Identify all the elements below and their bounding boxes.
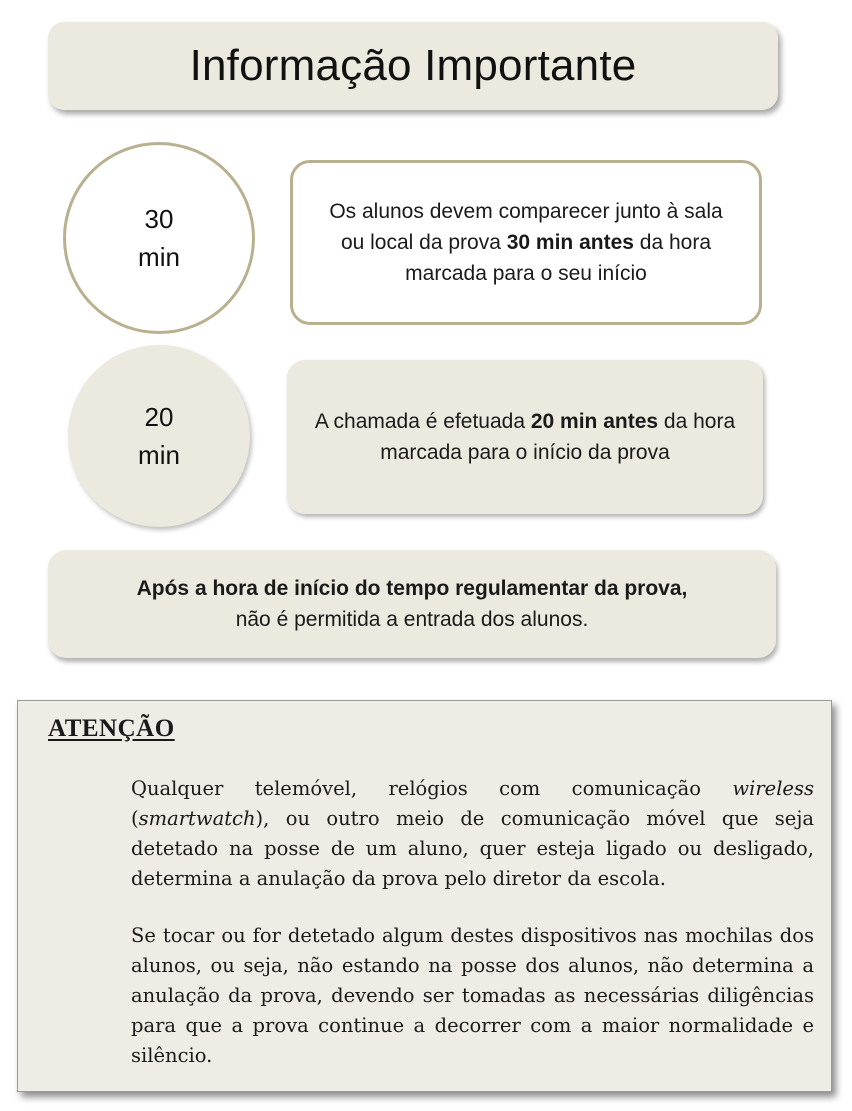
att-p1-a: Qualquer telemóvel, relógios com comunicação [131, 777, 733, 800]
att-p1-c: ), ou outro meio de comunicação móvel que seja detetado na posse de um aluno, quer esteja ligado ou desligado, determina a anulação da prova pelo diretor da escola. [131, 807, 814, 890]
info-30-bold: 30 min antes [506, 231, 634, 254]
attention-box [17, 700, 832, 1092]
circle-30-unit: min [138, 242, 180, 272]
circle-20-unit: min [138, 440, 180, 470]
att-p1-smartwatch: smartwatch [138, 807, 256, 830]
att-p1-wireless: wireless [732, 777, 814, 800]
title-banner [48, 22, 778, 110]
after-start-normal: não é permitida a entrada dos alunos. [235, 608, 589, 631]
info-20-post: da hora marcada para o início da prova [380, 410, 736, 464]
att-p1-b: ( [131, 807, 139, 830]
circle-20-number: 20 [144, 402, 174, 432]
attention-paragraph-2: Se tocar ou for detetado algum destes dispositivos nas mochilas dos alunos, ou seja, não estando na posse dos alunos, não determina a anulação da prova, devendo ser tomadas as necessárias diligências para que a prova continue a decorrer com a maior normalidade e silêncio. [131, 924, 814, 1067]
circle-20-min [68, 345, 250, 527]
after-start-box [48, 550, 776, 658]
info-20-bold: 20 min antes [530, 410, 659, 433]
attention-heading: ATENÇÃO [48, 715, 175, 742]
info-box-20-min [287, 360, 763, 514]
circle-30-number: 30 [144, 204, 174, 234]
circle-30-min [63, 142, 255, 334]
page-title: Informação Importante [189, 41, 637, 90]
info-30-pre: Os alunos devem comparecer junto à sala ou local da prova [329, 200, 723, 254]
attention-paragraph-1 [131, 774, 814, 894]
info-20-text [309, 406, 741, 468]
info-20-pre: A chamada é efetuada [314, 410, 531, 433]
info-30-text [315, 196, 737, 289]
info-box-30-min [290, 160, 762, 325]
after-start-text [137, 573, 688, 635]
info-30-post: da hora marcada para o seu início [405, 231, 712, 285]
after-start-bold: Após a hora de início do tempo regulamentar da prova, [136, 577, 688, 600]
